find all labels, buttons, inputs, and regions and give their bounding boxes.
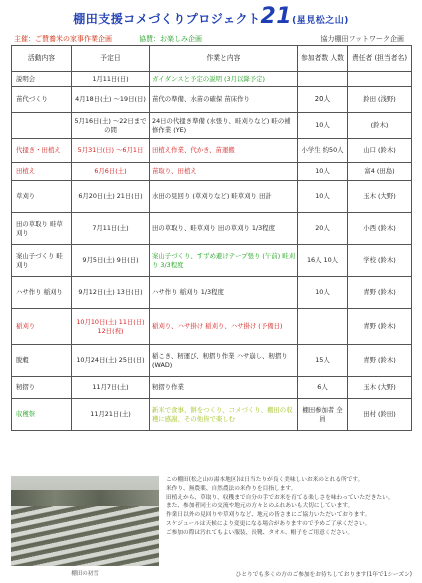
row-desc: 稲こき、籾運び、籾摺り作業 ハサ崩し、籾摺り (WAD) xyxy=(150,345,298,377)
description-line: 米作り、無農薬、自然農法の米作りを目指します。 xyxy=(166,485,297,492)
rice-terrace-photo xyxy=(11,476,159,566)
title-main: 棚田支援コメづくりプロジェクト xyxy=(73,12,261,26)
row-desc: 苗代の準備、水苗の確保 苗床作り xyxy=(150,87,298,113)
row-count: 20人 xyxy=(298,213,348,245)
row-date: 5月16日(土) 〜22日までの間 xyxy=(72,113,150,139)
cosponsor-label: 協賛：お楽しみ企画 xyxy=(139,35,202,43)
description-text xyxy=(166,476,412,570)
table-row xyxy=(12,163,412,181)
row-task: 田の草取り 畦草刈り xyxy=(12,213,72,245)
table-row xyxy=(12,87,412,113)
row-desc: 田植え作業、代かき、苗運搬 xyxy=(150,139,298,163)
row-person: 玉木 (大野) xyxy=(348,377,412,399)
page-title xyxy=(0,4,422,29)
row-person: 青野 (鈴木) xyxy=(348,345,412,377)
row-task xyxy=(12,113,72,139)
table-row xyxy=(12,139,412,163)
row-task: 苗代づくり xyxy=(12,87,72,113)
header-date: 予定日 xyxy=(72,46,150,72)
row-desc: 水田の見回り (草刈りなど) 畦草刈り 田計 xyxy=(150,181,298,213)
row-desc: 案山子づくり、すずめ避けテープ張り (午前) 畦刈り 3/3程度 xyxy=(150,245,298,277)
row-date: 10月24日(土) 25日(日) xyxy=(72,345,150,377)
row-person: 田村 (鈴田) xyxy=(348,399,412,431)
description-line: 田植えから、草取り、収穫まで自分の手でお米を育てる楽しさを味わっていただきたい。 xyxy=(166,494,394,501)
row-person: 富4 (田島) xyxy=(348,163,412,181)
row-date: 6月20日(土) 21日(日) xyxy=(72,181,150,213)
description-line: また、参加者同士の交流や地元の方々とのふれあいも大切にしています。 xyxy=(166,503,354,510)
table-row xyxy=(12,377,412,399)
row-person: 鈴田 (浅野) xyxy=(348,87,412,113)
row-count: 15人 xyxy=(298,345,348,377)
photo-caption: 棚田の初雪 xyxy=(71,571,99,577)
row-count xyxy=(298,72,348,87)
row-person: 山口 (鈴木) xyxy=(348,139,412,163)
row-desc: 田の草取り、畦草刈り 田の草刈り 1/3程度 xyxy=(150,213,298,245)
title-number: 21 xyxy=(260,4,293,29)
row-count: 10人 xyxy=(298,163,348,181)
row-count: 小学生 約50人 xyxy=(298,139,348,163)
organizer-label: 主催：ご賛養米の家事作業企画 xyxy=(14,35,112,43)
row-task: 案山子づくり 畦刈り xyxy=(12,245,72,277)
footer-note: ひとりでも多くの方のご参加をお待ちしております(1年で1シーズン) xyxy=(235,572,412,578)
row-task: 田植え xyxy=(12,163,72,181)
photo-terraces xyxy=(11,506,159,566)
row-task: 代掻き・田植え xyxy=(12,139,72,163)
header-activity: 活動内容 xyxy=(12,46,72,72)
row-date: 5月31日(日) 〜6月1日 xyxy=(72,139,150,163)
row-person: 学校 (鈴木) xyxy=(348,245,412,277)
row-person xyxy=(348,72,412,87)
row-count xyxy=(298,309,348,345)
row-person: 玉木 (大野) xyxy=(348,181,412,213)
description-line: 作業日以外の見回りや草刈りなど、地元の皆さまにご協力いただいております。 xyxy=(166,512,371,519)
description-line: ご参加の際は汚れてもよい服装、長靴、タオル、帽子をご用意ください。 xyxy=(166,529,354,536)
table-row xyxy=(12,345,412,377)
row-date: 9月12日(土) 13日(日) xyxy=(72,277,150,309)
row-count: 10人 xyxy=(298,277,348,309)
description-line: この棚田(松之山の湯本地区)は日当たりが良く美味しいお米のとれる所です。 xyxy=(166,477,364,483)
row-task: 稲刈り xyxy=(12,309,72,345)
row-count: 16人 10人 xyxy=(298,245,348,277)
row-desc: 新米で食事、餅をつくり、コメづくり、棚田の収穫に感謝、その他皆で楽しむ xyxy=(150,399,298,431)
table-row xyxy=(12,245,412,277)
header-work: 作業と内容 xyxy=(150,46,298,72)
row-count: 6人 xyxy=(298,377,348,399)
header-count: 参加者数 人数 xyxy=(298,46,348,72)
row-date: 11月21日(土) xyxy=(72,399,150,431)
row-task: 収穫祭 xyxy=(12,399,72,431)
row-date: 1月11日(日) xyxy=(72,72,150,87)
row-desc: ハサ作り 稲刈り 1/3程度 xyxy=(150,277,298,309)
table-row xyxy=(12,181,412,213)
table-row xyxy=(12,277,412,309)
row-date: 7月11日(土) xyxy=(72,213,150,245)
row-desc: ガイダンスと予定の説明 (3月以降予定) xyxy=(150,72,298,87)
row-desc: 24日の代掻き準備 (水張り、畦刈りなど) 畦の補修作業 (YE) xyxy=(150,113,298,139)
row-date: 11月7日(土) xyxy=(72,377,150,399)
table-row xyxy=(12,113,412,139)
schedule-table xyxy=(11,45,412,431)
row-date: 4月18日(土) 〜19日(日) xyxy=(72,87,150,113)
title-sub: (星見松之山) xyxy=(292,16,349,26)
row-count: 20人 xyxy=(298,87,348,113)
planner-label: 協力棚田フットワーク企画 xyxy=(320,35,404,43)
table-row xyxy=(12,72,412,87)
row-count: 10人 xyxy=(298,181,348,213)
row-person: (鈴木) xyxy=(348,113,412,139)
row-task: 説明会 xyxy=(12,72,72,87)
row-task: 草刈り xyxy=(12,181,72,213)
row-date: 9月5日(土) 9日(日) xyxy=(72,245,150,277)
subheader xyxy=(14,34,408,45)
row-person: 青野 (鈴木) xyxy=(348,277,412,309)
table-row xyxy=(12,399,412,431)
row-desc: 籾摺り作業 xyxy=(150,377,298,399)
description-line: スケジュールは天候により変更になる場合がありますので予めご了承ください。 xyxy=(166,521,371,528)
header-person: 責任者 (担当者名) xyxy=(348,46,412,72)
row-task: ハサ作り 稲刈り xyxy=(12,277,72,309)
table-row xyxy=(12,213,412,245)
row-person: 青野 (鈴木) xyxy=(348,309,412,345)
row-desc: 稲刈り、ハサ掛け 稲刈り、ハサ掛け (予備日) xyxy=(150,309,298,345)
row-desc: 苗取り、田植え xyxy=(150,163,298,181)
row-task: 脱穀 xyxy=(12,345,72,377)
row-date: 6月6日(土) xyxy=(72,163,150,181)
row-date: 10月10日(土) 11日(日) 12日(祝) xyxy=(72,309,150,345)
row-count: 10人 xyxy=(298,113,348,139)
table-row xyxy=(12,309,412,345)
row-count: 棚田参加者 全員 xyxy=(298,399,348,431)
row-person: 小西 (鈴木) xyxy=(348,213,412,245)
row-task: 籾摺り xyxy=(12,377,72,399)
